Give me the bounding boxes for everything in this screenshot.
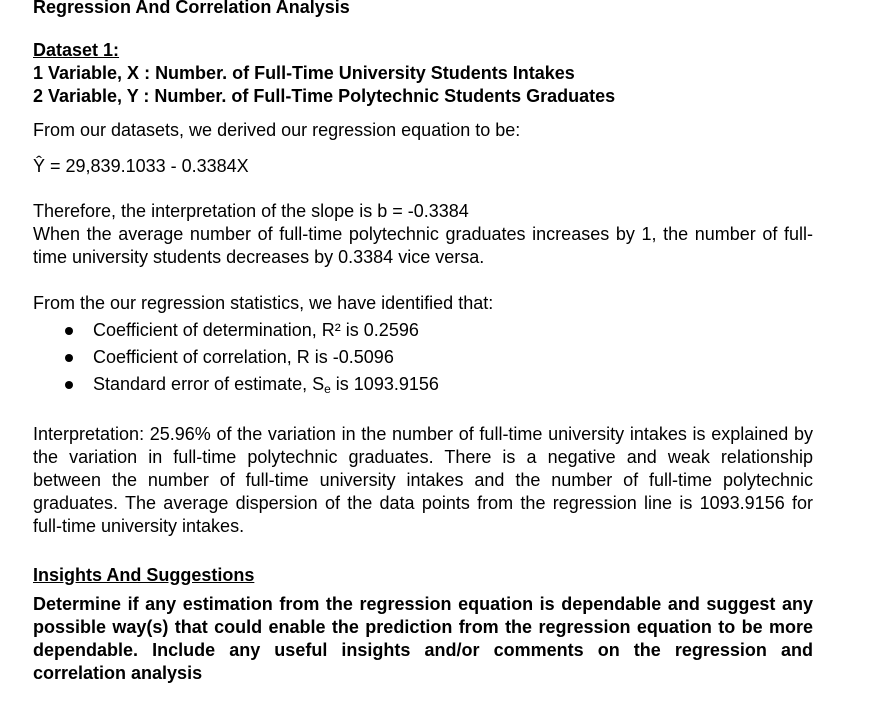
bullet-icon	[65, 354, 73, 362]
stat-text: Coefficient of correlation, R is -0.5096	[93, 347, 394, 367]
slope-explanation: When the average number of full-time polytechnic graduates increases by 1, the number of full-time university students decreases by 0.3384 vice versa.	[33, 224, 813, 267]
insights-question: Determine if any estimation from the regression equation is dependable and suggest any possible way(s) that could enable the prediction from the regression equation to be more dependable. Include any useful insights and/or comments on the regression and correlation analysis	[33, 594, 813, 683]
spacer	[33, 19, 813, 39]
stat-item-r	[33, 344, 813, 371]
insights-heading: Insights And Suggestions	[33, 565, 255, 585]
stderr-suffix: is 1093.9156	[330, 374, 439, 394]
stat-item-standard-error	[33, 371, 813, 398]
spacer	[33, 142, 813, 154]
bullet-icon	[65, 381, 73, 389]
dataset-heading: Dataset 1:	[33, 40, 120, 60]
variable-y-line: 2 Variable, Y : Number. of Full-Time Polytechnic Students Graduates	[33, 86, 616, 106]
bullet-icon	[65, 327, 73, 335]
stats-intro: From the our regression statistics, we have identified that:	[33, 293, 494, 313]
variable-x-line: 1 Variable, X : Number. of Full-Time University Students Intakes	[33, 63, 575, 83]
document-page	[33, 0, 813, 685]
equation-intro: From our datasets, we derived our regression equation to be:	[33, 120, 521, 140]
document-title: Regression And Correlation Analysis	[33, 0, 350, 17]
stderr-subscript: e	[324, 382, 331, 396]
stat-item-r-squared	[33, 317, 813, 344]
spacer	[33, 178, 813, 200]
spacer	[33, 108, 813, 118]
stat-text: Coefficient of determination, R² is 0.2596	[93, 320, 419, 340]
spacer	[33, 398, 813, 423]
stderr-prefix: Standard error of estimate, S	[93, 374, 325, 394]
spacer	[33, 538, 813, 563]
regression-equation: Ŷ = 29,839.1033 - 0.3384X	[33, 156, 249, 176]
spacer	[33, 269, 813, 289]
interpretation-paragraph: Interpretation: 25.96% of the variation in the number of full-time university intakes is explained by the variation in full-time polytechnic graduates. There is a negative and weak relationship between the number of full-time university intakes and the number of full-time polytechnic graduates. The average dispersion of the data points from the regression line is 1093.9156 for full-time university intakes.	[33, 424, 813, 536]
slope-line: Therefore, the interpretation of the slope is b = -0.3384	[33, 201, 469, 221]
stats-list	[33, 317, 813, 398]
